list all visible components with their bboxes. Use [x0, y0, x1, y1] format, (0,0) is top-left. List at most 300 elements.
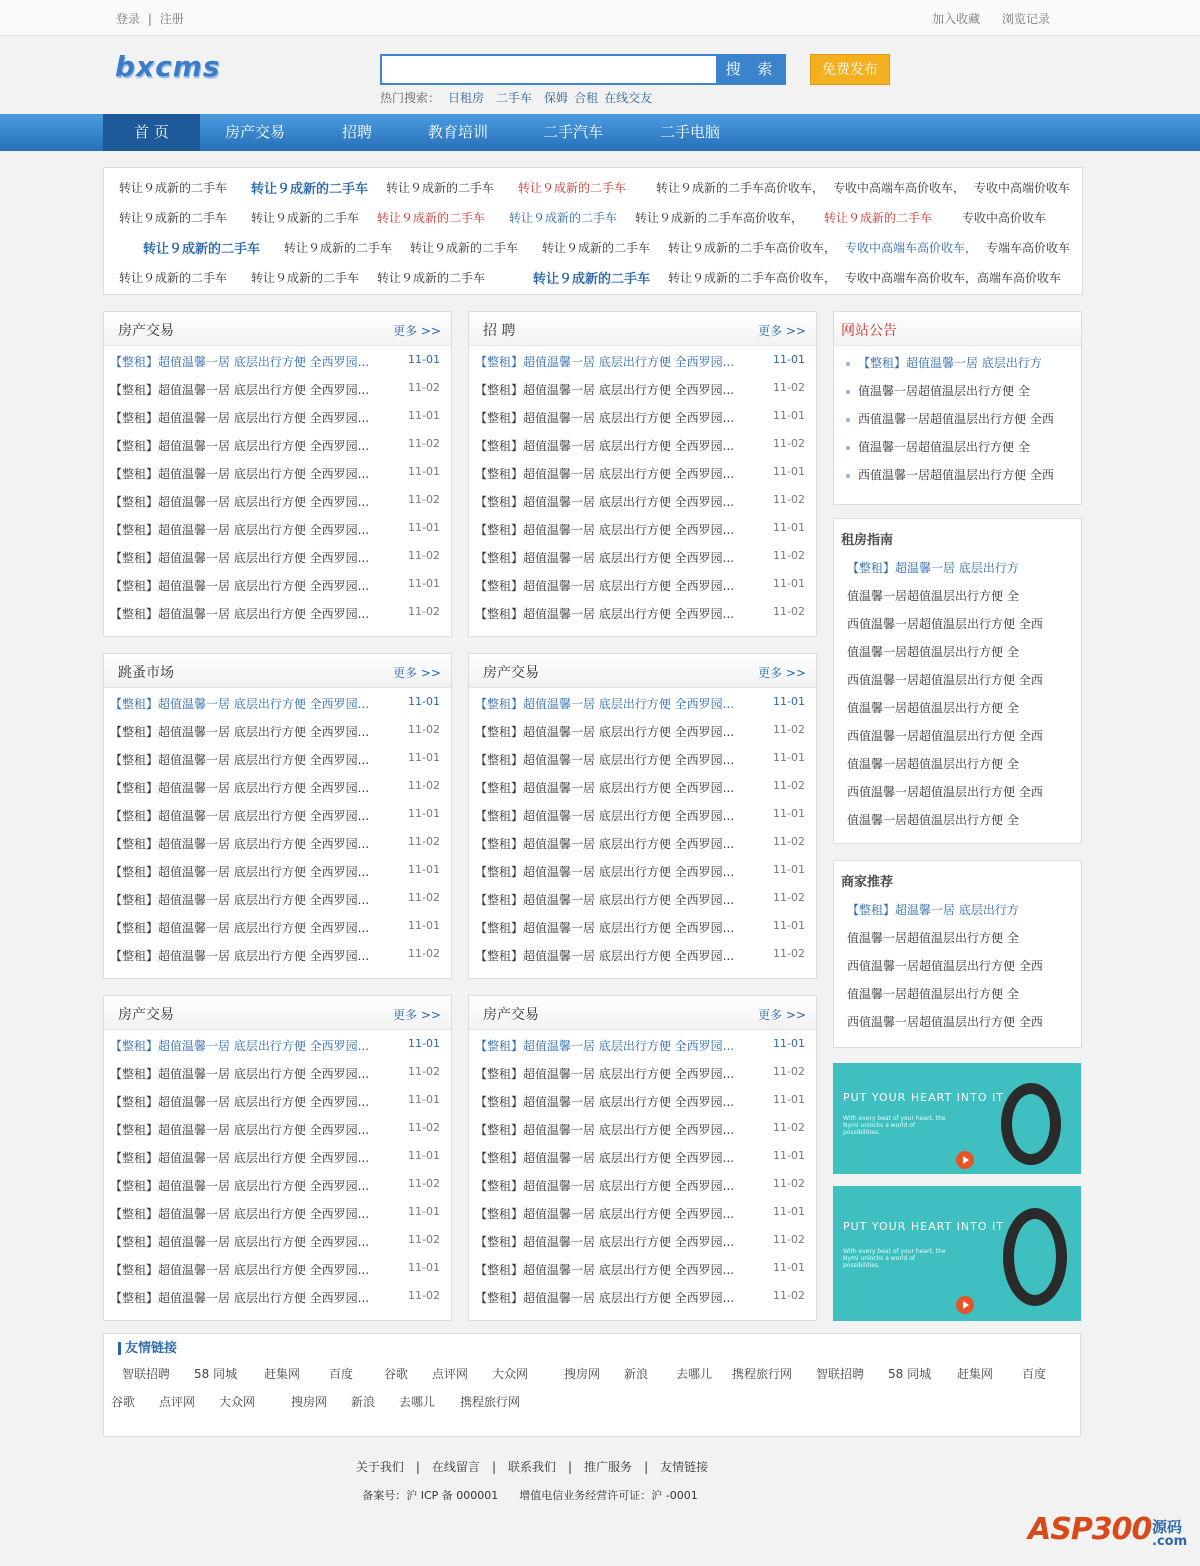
- tag-link[interactable]: 转让９成新的二手车: [377, 271, 486, 285]
- merchant-title: 商家推荐: [841, 875, 894, 890]
- notice-item[interactable]: 西值温馨一居超值温层出行方便 全西: [858, 468, 1054, 482]
- list-item-title: 【整租】超值温馨一居 底层出行方便 全西罗园...: [475, 697, 735, 711]
- nav-education[interactable]: 教育培训: [427, 123, 488, 141]
- list-item[interactable]: [475, 493, 811, 513]
- account-links: [116, 10, 188, 27]
- list-item[interactable]: [475, 1065, 811, 1085]
- footer-promotion[interactable]: 推广服务: [584, 1460, 633, 1474]
- list-item-title: 【整租】超值温馨一居 底层出行方便 全西罗园...: [110, 439, 370, 453]
- list-item-date: 11-02: [773, 835, 805, 848]
- panel-title: 房产交易: [483, 665, 539, 681]
- tag-link[interactable]: 专收中高端车高价收车，: [833, 181, 966, 195]
- list-item[interactable]: [110, 751, 446, 771]
- footer-icp: 备案号：沪 ICP 备 000001 增值电信业务经营许可证：沪 -0001: [362, 1489, 698, 1502]
- list-item-title: 【整租】超值温馨一居 底层出行方便 全西罗园...: [110, 1291, 370, 1305]
- list-item-date: 11-02: [773, 549, 805, 562]
- nav-used-computers[interactable]: 二手电脑: [659, 123, 720, 141]
- list-item-date: 11-01: [408, 919, 440, 932]
- friend-link[interactable]: 去哪儿: [676, 1367, 713, 1381]
- browse-history-link[interactable]: 浏览记录: [1001, 12, 1050, 26]
- panel-header: [104, 654, 451, 688]
- list-item[interactable]: [110, 1093, 446, 1113]
- list-item-title: 【整租】超值温馨一居 底层出行方便 全西罗园...: [110, 467, 370, 481]
- friend-link[interactable]: 新浪: [351, 1395, 376, 1409]
- list-item[interactable]: [475, 1205, 811, 1225]
- publish-button[interactable]: 免费发布: [810, 54, 890, 85]
- wristband-image: [1003, 1208, 1067, 1306]
- play-icon[interactable]: [956, 1296, 974, 1314]
- list-item[interactable]: [110, 1177, 446, 1197]
- tag-link[interactable]: 专收中高端车高价收车，高端车高价收车: [845, 271, 1062, 285]
- tag-link[interactable]: 转让９成新的二手车: [119, 271, 228, 285]
- friend-link[interactable]: 携程旅行网: [460, 1395, 521, 1409]
- list-item-date: 11-01: [773, 1149, 805, 1162]
- list-item-title: 【整租】超值温馨一居 底层出行方便 全西罗园...: [475, 439, 735, 453]
- panel-flea-market: [103, 653, 452, 979]
- list-item-title: 【整租】超值温馨一居 底层出行方便 全西罗园...: [475, 411, 735, 425]
- tag-link[interactable]: 转让９成新的二手车: [143, 242, 261, 257]
- list-item[interactable]: [475, 437, 811, 457]
- list-item-title: 【整租】超值温馨一居 底层出行方便 全西罗园...: [110, 921, 370, 935]
- list-item[interactable]: [110, 353, 446, 373]
- list-item[interactable]: [475, 409, 811, 429]
- list-item-date: 11-02: [773, 1233, 805, 1246]
- merchant-item[interactable]: 西值温馨一居超值温层出行方便 全西: [847, 959, 1043, 973]
- list-item-date: 11-01: [773, 577, 805, 590]
- list-item-title: 【整租】超值温馨一居 底层出行方便 全西罗园...: [110, 1067, 370, 1081]
- merchant-item[interactable]: 【整租】超温馨一居 底层出行方: [847, 903, 1019, 917]
- list-item[interactable]: [475, 891, 811, 911]
- list-item-title: 【整租】超值温馨一居 底层出行方便 全西罗园...: [475, 523, 735, 537]
- merchant-item[interactable]: 值温馨一居超值温层出行方便 全: [847, 987, 1019, 1001]
- nav-jobs[interactable]: 招聘: [341, 123, 372, 141]
- tag-link[interactable]: 转让９成新的二手车: [410, 241, 519, 255]
- list-item[interactable]: [475, 1093, 811, 1113]
- list-item[interactable]: [475, 695, 811, 715]
- tag-link[interactable]: 转让９成新的二手车: [251, 211, 360, 225]
- tag-link[interactable]: 转让９成新的二手车: [119, 181, 228, 195]
- list-item-title: 【整租】超值温馨一居 底层出行方便 全西罗园...: [110, 495, 370, 509]
- list-item-date: 11-02: [408, 493, 440, 506]
- list-item[interactable]: [475, 465, 811, 485]
- list-item[interactable]: [110, 807, 446, 827]
- friend-link[interactable]: 58 同城: [888, 1367, 932, 1381]
- list-item-title: 【整租】超值温馨一居 底层出行方便 全西罗园...: [475, 865, 735, 879]
- separator: |: [147, 12, 152, 26]
- friend-link[interactable]: 携程旅行网: [732, 1367, 793, 1381]
- list-item-title: 【整租】超值温馨一居 底层出行方便 全西罗园...: [475, 1207, 735, 1221]
- tag-link[interactable]: 转让９成新的二手车: [284, 241, 393, 255]
- list-item-title: 【整租】超值温馨一居 底层出行方便 全西罗园...: [110, 1039, 370, 1053]
- merchant-panel: [833, 860, 1082, 1048]
- list-item-title: 【整租】超值温馨一居 底层出行方便 全西罗园...: [110, 725, 370, 739]
- list-item[interactable]: [475, 723, 811, 743]
- tag-link[interactable]: 转让９成新的二手车: [542, 241, 651, 255]
- tag-link[interactable]: 转让９成新的二手车: [119, 211, 228, 225]
- tag-link[interactable]: 转让９成新的二手车: [533, 272, 651, 287]
- list-item-title: 【整租】超值温馨一居 底层出行方便 全西罗园...: [110, 1123, 370, 1137]
- tag-link[interactable]: 转让９成新的二手车: [824, 211, 933, 225]
- bullet-icon: [846, 418, 850, 422]
- top-bar: [0, 0, 1200, 36]
- list-item-title: 【整租】超值温馨一居 底层出行方便 全西罗园...: [475, 607, 735, 621]
- list-item-title: 【整租】超值温馨一居 底层出行方便 全西罗园...: [475, 383, 735, 397]
- ad-subtext: With every beat of your heart, the Nymi unlocks a world of possibilities.: [843, 1115, 946, 1136]
- list-item[interactable]: [475, 353, 811, 373]
- list-item[interactable]: [110, 695, 446, 715]
- list-item-date: 11-02: [408, 891, 440, 904]
- friend-link[interactable]: 百度: [1022, 1367, 1047, 1381]
- list-item[interactable]: [475, 1261, 811, 1281]
- footer-friend-links[interactable]: 友情链接: [660, 1460, 709, 1474]
- nav-home[interactable]: 首 页: [103, 114, 200, 151]
- list-item-title: 【整租】超值温馨一居 底层出行方便 全西罗园...: [475, 753, 735, 767]
- rental-guide-panel: [833, 518, 1082, 844]
- tag-cloud: [103, 167, 1083, 295]
- list-item-date: 11-02: [408, 947, 440, 960]
- list-item-date: 11-01: [773, 521, 805, 534]
- list-item-title: 【整租】超值温馨一居 底层出行方便 全西罗园...: [110, 697, 370, 711]
- watermark-logo: ASP300: [1028, 1512, 1152, 1547]
- friend-link[interactable]: 搜房网: [564, 1367, 601, 1381]
- list-item-title: 【整租】超值温馨一居 底层出行方便 全西罗园...: [110, 355, 370, 369]
- list-item-title: 【整租】超值温馨一居 底层出行方便 全西罗园...: [110, 809, 370, 823]
- guide-item[interactable]: 西值温馨一居超值温层出行方便 全西: [847, 673, 1043, 687]
- separator: |: [644, 1460, 649, 1474]
- list-item[interactable]: [110, 1065, 446, 1085]
- list-item[interactable]: [110, 779, 446, 799]
- hot-search-link[interactable]: 二手车: [496, 91, 533, 105]
- list-item[interactable]: [475, 1233, 811, 1253]
- list-item[interactable]: [475, 549, 811, 569]
- more-link[interactable]: 更多 >>: [393, 1008, 441, 1022]
- merchant-item[interactable]: 值温馨一居超值温层出行方便 全: [847, 931, 1019, 945]
- friend-link[interactable]: 赶集网: [957, 1367, 994, 1381]
- list-item[interactable]: [475, 947, 811, 967]
- list-item-date: 11-02: [773, 493, 805, 506]
- list-item[interactable]: [475, 1121, 811, 1141]
- watermark-text: 源码: [1152, 1518, 1183, 1536]
- list-item-title: 【整租】超值温馨一居 底层出行方便 全西罗园...: [475, 725, 735, 739]
- list-item-date: 11-01: [773, 409, 805, 422]
- list-item-title: 【整租】超值温馨一居 底层出行方便 全西罗园...: [110, 865, 370, 879]
- guide-item[interactable]: 西值温馨一居超值温层出行方便 全西: [847, 617, 1043, 631]
- list-item[interactable]: [110, 1149, 446, 1169]
- friend-link[interactable]: 搜房网: [291, 1395, 328, 1409]
- footer-links: [0, 1458, 1064, 1475]
- merchant-item[interactable]: 西值温馨一居超值温层出行方便 全西: [847, 1015, 1043, 1029]
- list-item-date: 11-02: [408, 1233, 440, 1246]
- list-item[interactable]: [110, 493, 446, 513]
- list-item-date: 11-02: [408, 1065, 440, 1078]
- list-item[interactable]: [475, 779, 811, 799]
- list-item[interactable]: [475, 521, 811, 541]
- notice-item[interactable]: 值温馨一居超值温层出行方便 全: [858, 384, 1030, 398]
- list-item[interactable]: [110, 835, 446, 855]
- guide-item[interactable]: 西值温馨一居超值温层出行方便 全西: [847, 729, 1043, 743]
- ad-banner[interactable]: [833, 1186, 1081, 1321]
- list-item-date: 11-01: [773, 353, 805, 366]
- list-item[interactable]: [110, 891, 446, 911]
- nav-real-estate[interactable]: 房产交易: [224, 123, 285, 141]
- more-link[interactable]: 更多 >>: [758, 666, 806, 680]
- list-item-date: 11-01: [773, 1093, 805, 1106]
- wristband-image: [1001, 1083, 1061, 1165]
- login-link[interactable]: 登录: [116, 12, 141, 26]
- friend-link[interactable]: 智联招聘: [816, 1367, 865, 1381]
- list-item-date: 11-02: [773, 1121, 805, 1134]
- list-item-date: 11-01: [408, 353, 440, 366]
- tag-link[interactable]: 转让９成新的二手车: [386, 181, 495, 195]
- list-item[interactable]: [110, 549, 446, 569]
- list-item[interactable]: [110, 577, 446, 597]
- list-item-title: 【整租】超值温馨一居 底层出行方便 全西罗园...: [110, 1263, 370, 1277]
- list-item[interactable]: [475, 605, 811, 625]
- list-item[interactable]: [475, 835, 811, 855]
- list-item[interactable]: [475, 1289, 811, 1309]
- list-item[interactable]: [110, 1037, 446, 1057]
- tag-link[interactable]: 转让９成新的二手车高价收车，: [635, 211, 804, 225]
- list-item[interactable]: [110, 1289, 446, 1309]
- search-button[interactable]: 搜 索: [718, 54, 786, 85]
- list-item[interactable]: [110, 863, 446, 883]
- list-item-date: 11-02: [408, 1289, 440, 1302]
- list-item[interactable]: [475, 1149, 811, 1169]
- list-item-date: 11-02: [408, 381, 440, 394]
- list-item[interactable]: [475, 751, 811, 771]
- friend-link[interactable]: 58 同城: [194, 1367, 238, 1381]
- friend-link[interactable]: 点评网: [159, 1395, 196, 1409]
- list-item-title: 【整租】超值温馨一居 底层出行方便 全西罗园...: [475, 495, 735, 509]
- list-item-date: 11-01: [408, 1037, 440, 1050]
- list-item-date: 11-02: [773, 891, 805, 904]
- bullet-icon: [846, 390, 850, 394]
- ad-subtext: With every beat of your heart, the Nymi unlocks a world of possibilities.: [843, 1248, 946, 1269]
- list-item-title: 【整租】超值温馨一居 底层出行方便 全西罗园...: [475, 921, 735, 935]
- list-item[interactable]: [475, 381, 811, 401]
- panel-jobs: [468, 311, 817, 637]
- list-item-date: 11-01: [408, 521, 440, 534]
- guide-item[interactable]: 值温馨一居超值温层出行方便 全: [847, 645, 1019, 659]
- friend-links: [103, 1333, 1081, 1437]
- list-item[interactable]: [475, 1177, 811, 1197]
- panel-title: 房产交易: [118, 323, 174, 339]
- tag-link[interactable]: 专端车高价收车: [986, 241, 1071, 255]
- list-item[interactable]: [110, 605, 446, 625]
- list-item-title: 【整租】超值温馨一居 底层出行方便 全西罗园...: [110, 1207, 370, 1221]
- list-item-date: 11-02: [408, 437, 440, 450]
- list-item-title: 【整租】超值温馨一居 底层出行方便 全西罗园...: [110, 551, 370, 565]
- list-item-title: 【整租】超值温馨一居 底层出行方便 全西罗园...: [475, 355, 735, 369]
- tag-link[interactable]: 转让９成新的二手车: [509, 211, 618, 225]
- list-item[interactable]: [110, 1121, 446, 1141]
- list-item[interactable]: [475, 1037, 811, 1057]
- list-item-title: 【整租】超值温馨一居 底层出行方便 全西罗园...: [475, 579, 735, 593]
- list-item-date: 11-01: [773, 751, 805, 764]
- hot-search-link[interactable]: 保姆: [544, 91, 569, 105]
- list-item[interactable]: [475, 863, 811, 883]
- list-item-date: 11-01: [408, 1205, 440, 1218]
- panel-title: 房产交易: [483, 1007, 539, 1023]
- list-item-title: 【整租】超值温馨一居 底层出行方便 全西罗园...: [475, 1179, 735, 1193]
- list-item-title: 【整租】超值温馨一居 底层出行方便 全西罗园...: [110, 523, 370, 537]
- ad-headline: PUT YOUR HEART INTO IT: [843, 1220, 1004, 1233]
- list-item-date: 11-01: [773, 919, 805, 932]
- tag-link[interactable]: 转让９成新的二手车高价收车，: [668, 241, 837, 255]
- list-item-title: 【整租】超值温馨一居 底层出行方便 全西罗园...: [110, 781, 370, 795]
- register-link[interactable]: 注册: [159, 12, 184, 26]
- list-item[interactable]: [475, 577, 811, 597]
- notice-item[interactable]: 西值温馨一居超值温层出行方便 全西: [858, 412, 1054, 426]
- list-item-title: 【整租】超值温馨一居 底层出行方便 全西罗园...: [475, 551, 735, 565]
- more-link[interactable]: 更多 >>: [758, 1008, 806, 1022]
- list-item-title: 【整租】超值温馨一居 底层出行方便 全西罗园...: [110, 949, 370, 963]
- tag-link[interactable]: 转让９成新的二手车: [251, 271, 360, 285]
- list-item[interactable]: [110, 723, 446, 743]
- guide-item[interactable]: 值温馨一居超值温层出行方便 全: [847, 757, 1019, 771]
- list-item-date: 11-01: [408, 409, 440, 422]
- panel-title: 跳蚤市场: [118, 665, 174, 681]
- list-item-date: 11-02: [408, 835, 440, 848]
- list-item-date: 11-02: [773, 723, 805, 736]
- list-item-date: 11-01: [773, 465, 805, 478]
- bullet-icon: [846, 474, 850, 478]
- hot-search-link[interactable]: 日租房: [448, 91, 485, 105]
- separator: |: [491, 1460, 496, 1474]
- list-item-title: 【整租】超值温馨一居 底层出行方便 全西罗园...: [110, 837, 370, 851]
- list-item-title: 【整租】超值温馨一居 底层出行方便 全西罗园...: [110, 753, 370, 767]
- panel-real-estate-2: [468, 653, 817, 979]
- list-item-title: 【整租】超值温馨一居 底层出行方便 全西罗园...: [110, 383, 370, 397]
- panel-header: [469, 996, 816, 1030]
- friend-link[interactable]: 赶集网: [264, 1367, 301, 1381]
- list-item[interactable]: [110, 1205, 446, 1225]
- friend-link[interactable]: 谷歌: [111, 1395, 136, 1409]
- guide-item[interactable]: 值温馨一居超值温层出行方便 全: [847, 701, 1019, 715]
- friend-link[interactable]: 百度: [329, 1367, 354, 1381]
- friend-link[interactable]: 新浪: [624, 1367, 649, 1381]
- panel-real-estate-3: [103, 995, 452, 1321]
- guide-item[interactable]: 西值温馨一居超值温层出行方便 全西: [847, 785, 1043, 799]
- guide-item[interactable]: 值温馨一居超值温层出行方便 全: [847, 589, 1019, 603]
- list-item-title: 【整租】超值温馨一居 底层出行方便 全西罗园...: [475, 1291, 735, 1305]
- panel-title: 房产交易: [118, 1007, 174, 1023]
- list-item[interactable]: [110, 409, 446, 429]
- list-item-date: 11-02: [408, 605, 440, 618]
- list-item[interactable]: [110, 1233, 446, 1253]
- panel-title: 招 聘: [483, 323, 516, 339]
- more-link[interactable]: 更多 >>: [758, 324, 806, 338]
- list-item-date: 11-01: [408, 1149, 440, 1162]
- rental-guide-title: 租房指南: [841, 533, 894, 548]
- notice-title: 网站公告: [841, 323, 897, 339]
- list-item-title: 【整租】超值温馨一居 底层出行方便 全西罗园...: [110, 607, 370, 621]
- tag-link[interactable]: 专收中高价收车: [962, 211, 1047, 225]
- list-item[interactable]: [110, 465, 446, 485]
- panel-real-estate: [103, 311, 452, 637]
- list-item[interactable]: [110, 947, 446, 967]
- list-item-date: 11-01: [408, 695, 440, 708]
- list-item-title: 【整租】超值温馨一居 底层出行方便 全西罗园...: [475, 1095, 735, 1109]
- notice-item[interactable]: 【整租】超值温馨一居 底层出行方: [858, 356, 1042, 370]
- list-item-date: 11-02: [408, 549, 440, 562]
- friend-link[interactable]: 点评网: [432, 1367, 469, 1381]
- friend-link[interactable]: 大众网: [492, 1367, 529, 1381]
- list-item-date: 11-01: [408, 1261, 440, 1274]
- list-item[interactable]: [475, 807, 811, 827]
- tag-link[interactable]: 转让９成新的二手车高价收车，: [656, 181, 825, 195]
- list-item-date: 11-01: [408, 1093, 440, 1106]
- ad-headline: PUT YOUR HEART INTO IT: [843, 1091, 1004, 1104]
- tag-link[interactable]: 转让９成新的二手车: [251, 182, 369, 197]
- site-logo[interactable]: bxcms: [115, 50, 221, 83]
- friend-link[interactable]: 去哪儿: [399, 1395, 436, 1409]
- tag-link[interactable]: 转让９成新的二手车: [518, 181, 627, 195]
- list-item-title: 【整租】超值温馨一居 底层出行方便 全西罗园...: [475, 467, 735, 481]
- tag-link[interactable]: 专收中高端车高价收车，: [845, 241, 978, 255]
- panel-header: [469, 312, 816, 346]
- panel-header: [104, 312, 451, 346]
- list-item[interactable]: [110, 1261, 446, 1281]
- more-link[interactable]: 更多 >>: [393, 324, 441, 338]
- list-item-date: 11-01: [408, 577, 440, 590]
- search-input[interactable]: [380, 54, 718, 85]
- bullet-icon: [846, 362, 850, 366]
- footer-about[interactable]: 关于我们: [355, 1460, 404, 1474]
- tag-link[interactable]: 专收中高端价收车: [974, 181, 1071, 195]
- footer-contact[interactable]: 联系我们: [507, 1460, 556, 1474]
- add-favorite-link[interactable]: 加入收藏: [932, 12, 981, 26]
- list-item-date: 11-01: [773, 695, 805, 708]
- list-item[interactable]: [110, 381, 446, 401]
- list-item[interactable]: [110, 521, 446, 541]
- list-item-date: 11-02: [773, 605, 805, 618]
- list-item[interactable]: [110, 919, 446, 939]
- list-item-date: 11-02: [408, 779, 440, 792]
- hot-search-link[interactable]: 合租: [574, 91, 599, 105]
- list-item-title: 【整租】超值温馨一居 底层出行方便 全西罗园...: [475, 1151, 735, 1165]
- list-item-date: 11-02: [773, 1065, 805, 1078]
- list-item-date: 11-02: [773, 1289, 805, 1302]
- list-item-date: 11-02: [408, 1177, 440, 1190]
- more-link[interactable]: 更多 >>: [393, 666, 441, 680]
- play-icon[interactable]: [956, 1151, 974, 1169]
- bullet-icon: [846, 446, 850, 450]
- list-item-title: 【整租】超值温馨一居 底层出行方便 全西罗园...: [475, 1263, 735, 1277]
- guide-item[interactable]: 【整租】超温馨一居 底层出行方: [847, 561, 1019, 575]
- separator: |: [568, 1460, 573, 1474]
- hot-search-link[interactable]: 在线交友: [604, 91, 653, 105]
- notice-item[interactable]: 值温馨一居超值温层出行方便 全: [858, 440, 1030, 454]
- friend-link[interactable]: 谷歌: [384, 1367, 409, 1381]
- friend-link[interactable]: 智联招聘: [122, 1367, 171, 1381]
- list-item[interactable]: [475, 919, 811, 939]
- ad-banner[interactable]: [833, 1063, 1081, 1174]
- tag-link[interactable]: 转让９成新的二手车高价收车，: [668, 271, 837, 285]
- tag-link[interactable]: 转让９成新的二手车: [377, 211, 486, 225]
- guide-item[interactable]: 值温馨一居超值温层出行方便 全: [847, 813, 1019, 827]
- list-item-title: 【整租】超值温馨一居 底层出行方便 全西罗园...: [110, 1151, 370, 1165]
- friend-link[interactable]: 大众网: [219, 1395, 256, 1409]
- hot-search-label: 热门搜索：: [380, 91, 441, 105]
- list-item-title: 【整租】超值温馨一居 底层出行方便 全西罗园...: [475, 1067, 735, 1081]
- list-item-date: 11-02: [773, 1177, 805, 1190]
- list-item[interactable]: [110, 437, 446, 457]
- nav-used-cars[interactable]: 二手汽车: [542, 123, 603, 141]
- list-item-date: 11-01: [408, 807, 440, 820]
- footer-message[interactable]: 在线留言: [431, 1460, 480, 1474]
- list-item-title: 【整租】超值温馨一居 底层出行方便 全西罗园...: [475, 1039, 735, 1053]
